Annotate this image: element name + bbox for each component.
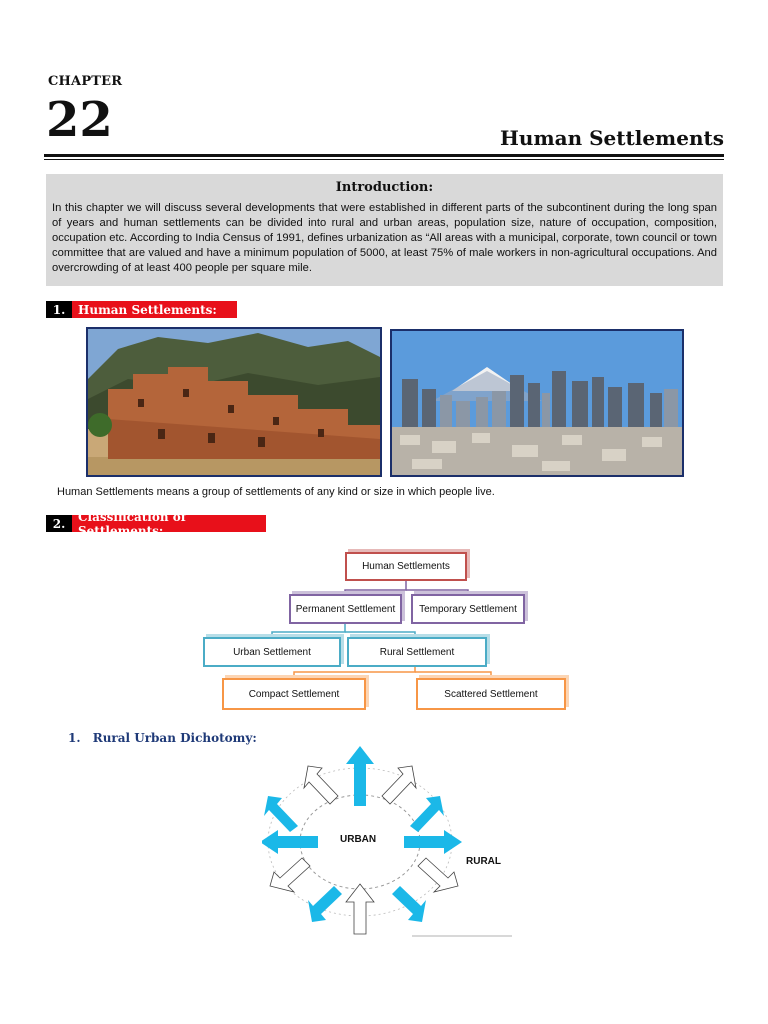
arrow-se-out (418, 858, 458, 892)
diagram-node-compact-settlement: Compact Settlement (222, 678, 366, 710)
arrow-nw-in (304, 766, 338, 804)
diagram-node-human-settlements: Human Settlements (345, 552, 467, 581)
subsection-heading (68, 731, 257, 745)
introduction-heading: Introduction: (335, 180, 434, 195)
section-2-number: 2. (46, 515, 72, 532)
arrow-up (346, 746, 374, 806)
diagram-node-temporary-settlement: Temporary Settlement (411, 594, 525, 624)
arrow-left-out (262, 830, 318, 854)
section-2-title: Classification of Settlements: (72, 515, 266, 532)
arrow-sw-in (270, 858, 310, 892)
subsection-number: 1. (68, 731, 81, 745)
urban-label: URBAN (340, 834, 377, 845)
diagram-node-permanent-settlement: Permanent Settlement (289, 594, 402, 624)
arrow-nw-out (264, 796, 298, 832)
section-1-title: Human Settlements: (72, 301, 237, 318)
diagram-node-rural-settlement: Rural Settlement (347, 637, 487, 667)
subsection-title: Rural Urban Dichotomy: (92, 731, 257, 745)
section-1-number: 1. (46, 301, 72, 318)
arrow-right-in (404, 830, 462, 854)
chapter-label: CHAPTER (48, 74, 123, 89)
introduction-text: In this chapter we will discuss several developments that were established in different parts of the subcontinent during the long span of years and human settlements can be divided into rural and urban areas, population size, nature of occupation, composition, occupation etc. According to India Census of 1991, defines urbanization as “All areas with a municipal, corporate, town council or town committee that are valued and have a minimum population of 5000, at least 75% of male workers in non-agricultural occupations. And overcrowding of at least 400 people per square mile. (52, 202, 717, 274)
rural-urban-dichotomy-figure (262, 744, 512, 939)
arrow-se-in (392, 886, 426, 922)
section-1-caption: Human Settlements means a group of settlements of any kind or size in which people live. (57, 486, 495, 498)
chapter-title: Human Settlements (500, 126, 724, 150)
arrow-ne-in (410, 796, 444, 832)
arrow-ne-out (382, 766, 416, 804)
diagram-node-scattered-settlement: Scattered Settlement (416, 678, 566, 710)
diagram-node-urban-settlement: Urban Settlement (203, 637, 341, 667)
rural-label: RURAL (466, 856, 501, 867)
chapter-number: 22 (46, 92, 113, 148)
arrow-sw-out (308, 886, 342, 922)
arrow-down-in (346, 884, 374, 934)
